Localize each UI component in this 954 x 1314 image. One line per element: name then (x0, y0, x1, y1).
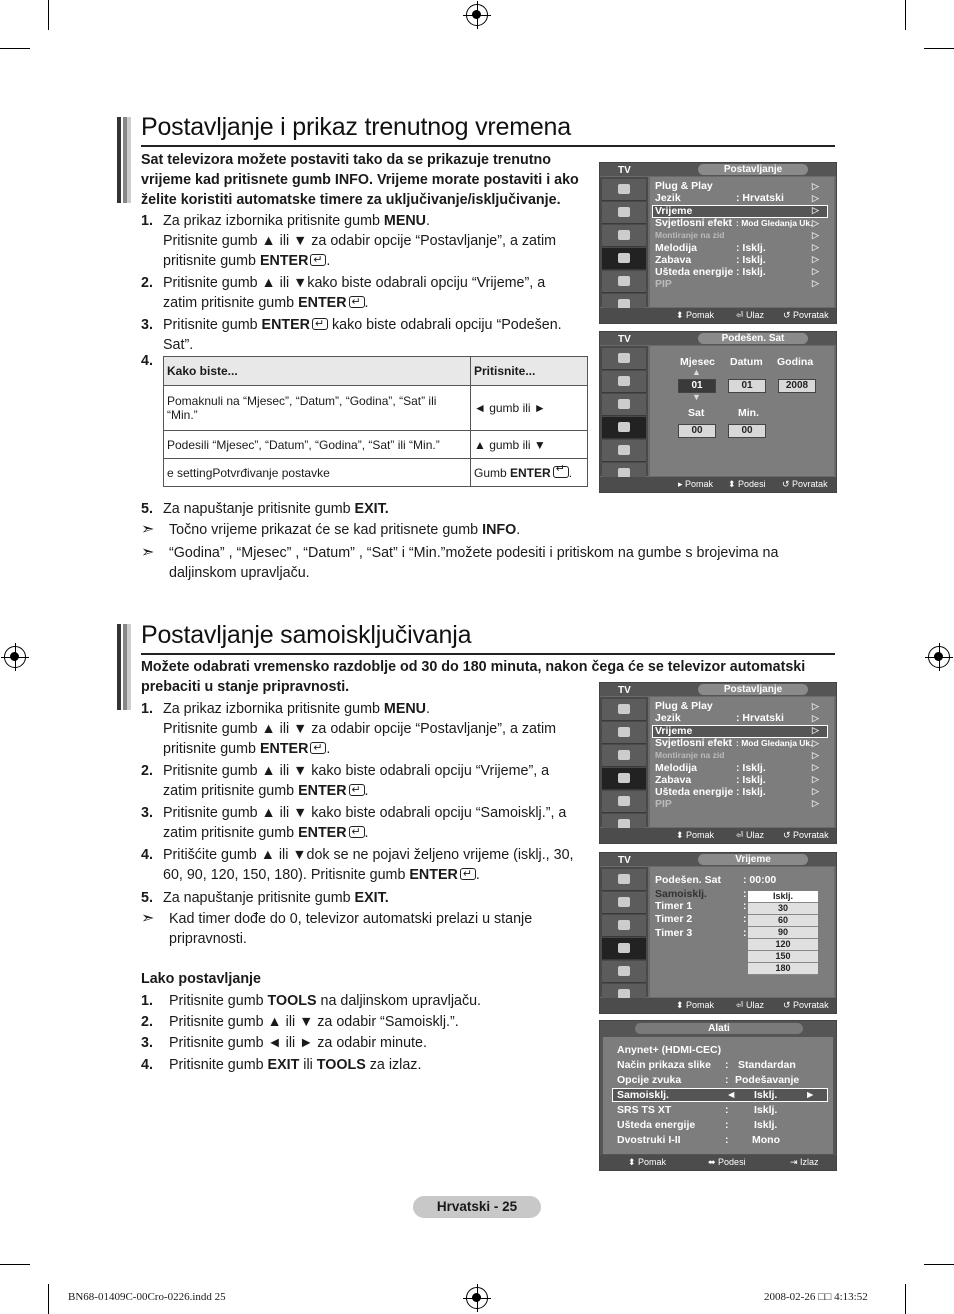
section-marker (117, 624, 131, 710)
step-5: 5. Za napuštanje pritisnite gumb EXIT. (141, 890, 389, 906)
note-arrow-icon: ➣ (141, 521, 155, 538)
step-2: 2. Pritisnite gumb ▲ ili ▼ kako biste odabrali opciju “Vrijeme”, a zatim pritisnite gumb ENTER↵ . (141, 761, 581, 803)
enter-icon (349, 296, 365, 308)
section-marker (117, 117, 131, 203)
crop-mark (924, 48, 954, 49)
note-arrow-icon: ➣ (141, 910, 155, 927)
easy-step-2: 2. Pritisnite gumb ▲ ili ▼ za odabir “Samoisklj.”. (141, 1014, 459, 1030)
step-3: 3. Pritisnite gumb ▲ ili ▼ kako biste odabrali opciju “Samoisklj.”, a zatim pritisnite gumb ENTER↵ . (141, 803, 591, 845)
easy-setting-title: Lako postavljanje (141, 971, 261, 987)
section-intro: Sat televizora možete postaviti tako da se prikazuje trenutno vrijeme kad pritisnete gumb INFO. Vrijeme morate postaviti i ako želite koristiti automatske timere za uključivanje/isključivanje. (141, 152, 579, 208)
sleep-timer-option[interactable]: 60 (748, 915, 818, 927)
table-header: Pritisnite... (471, 357, 588, 386)
picture-icon (602, 179, 646, 201)
osd-time-menu: TV Vrijeme Podešen. Sat : 00:00 Samoisklj. Timer 1 Timer 2 Timer 3 : : : : Isklj. 30 60 90 120 150 180 ⬍ Pomak ⏎ Ulaz ↺ Povratak (599, 852, 837, 1014)
crop-mark (905, 1284, 906, 1314)
crop-mark (924, 1264, 954, 1265)
note: ➣ Kad timer dođe do 0, televizor automatski prelazi u stanje pripravnosti. (141, 910, 533, 947)
enter-icon (349, 784, 365, 796)
setup-icon (602, 248, 646, 270)
step-3: 3. Pritisnite gumb ENTER↵ kako biste odabrali opciju “Podešen. Sat”. (141, 315, 591, 357)
registration-mark-icon (466, 4, 488, 26)
step-4: 4. (141, 353, 153, 369)
step-1: 1. Za prikaz izbornika pritisnite gumb MENU. Pritisnite gumb ▲ ili ▼ za odabir opcije “Postavljanje”, a zatim pritisnite gumb ENTER↵ . (141, 211, 581, 273)
registration-mark-icon (928, 646, 950, 668)
channel-icon (602, 745, 646, 767)
crop-mark (48, 1284, 49, 1314)
table-row: Podesili “Mjesec”, “Datum”, “Godina”, “Sat” ili “Min.” ▲ gumb ili ▼ (164, 431, 588, 459)
table-header: Kako biste... (164, 357, 471, 386)
step-2: 2. Pritisnite gumb ▲ ili ▼kako biste odabrali opciju “Vrijeme”, a zatim pritisnite gumb ENTER↵ . (141, 273, 581, 315)
page-number: Hrvatski - 25 (413, 1196, 541, 1218)
easy-step-3: 3. Pritisnite gumb ◄ ili ► za odabir minute. (141, 1035, 427, 1051)
section-title-clock: Postavljanje i prikaz trenutnog vremena (141, 113, 571, 141)
sleep-timer-option[interactable]: Isklj. (748, 891, 818, 903)
sleep-timer-option[interactable]: 150 (748, 951, 818, 963)
sound-icon (602, 892, 646, 914)
clock-settings-table (163, 356, 588, 487)
input-icon (602, 791, 646, 813)
enter-icon (553, 466, 569, 478)
registration-mark-icon (4, 646, 26, 668)
title-rule (141, 653, 835, 655)
note: ➣ Točno vrijeme prikazat će se kad pritisnete gumb INFO. (141, 521, 521, 538)
picture-icon (602, 869, 646, 891)
title-rule (141, 145, 835, 147)
footer-date: 2008-02-26 □□ 4:13:52 (764, 1291, 868, 1303)
input-icon (602, 961, 646, 983)
footer-file: BN68-01409C-00Cro-0226.indd 25 (68, 1291, 226, 1303)
input-icon (602, 440, 646, 462)
step-5: 5. Za napuštanje pritisnite gumb EXIT. (141, 501, 389, 517)
crop-mark (48, 0, 49, 30)
picture-icon (602, 699, 646, 721)
sleep-timer-option[interactable]: 30 (748, 903, 818, 915)
enter-icon (460, 868, 476, 880)
sleep-timer-option[interactable]: 90 (748, 927, 818, 939)
setup-icon (602, 417, 646, 439)
channel-icon (602, 225, 646, 247)
section-intro: Možete odabrati vremensko razdoblje od 30 do 180 minuta, nakon čega će se televizor automatski prebaciti u stanje pripravnosti. (141, 659, 806, 695)
picture-icon (602, 348, 646, 370)
note-arrow-icon: ➣ (141, 544, 155, 561)
crop-mark (905, 0, 906, 30)
sleep-timer-dropdown[interactable] (748, 891, 818, 975)
sound-icon (602, 202, 646, 224)
easy-step-1: 1. Pritisnite gumb TOOLS na daljinskom upravljaču. (141, 993, 482, 1009)
sleep-timer-option[interactable]: 120 (748, 939, 818, 951)
table-row: Pomaknuli na “Mjesec”, “Datum”, “Godina”, “Sat” ili “Min.” ◄ gumb ili ► (164, 386, 588, 431)
section-title-sleep-timer: Postavljanje samoisključivanja (141, 621, 472, 649)
channel-icon (602, 394, 646, 416)
crop-mark (0, 48, 30, 49)
step-4: 4. Pritišćite gumb ▲ ili ▼dok se ne pojavi željeno vrijeme (isklj., 30, 60, 90, 120, 150, 180). Pritisnite gumb ENTER↵ . (141, 845, 591, 887)
registration-mark-icon (466, 1287, 488, 1309)
channel-icon (602, 915, 646, 937)
table-row: e settingPotvrđivanje postavke Gumb ENTER↵ . (164, 459, 588, 487)
input-icon (602, 271, 646, 293)
step-1: 1. Za prikaz izbornika pritisnite gumb MENU. Pritisnite gumb ▲ ili ▼ za odabir opcije “Postavljanje”, a zatim pritisnite gumb ENTER↵ . (141, 699, 581, 761)
enter-icon (349, 826, 365, 838)
setup-icon (602, 768, 646, 790)
enter-icon (310, 742, 326, 754)
osd-setup-menu: TV Postavljanje Plug & Play Jezik : Hrvatski Vrijeme Svjetlosni efekt : Mod Gledanja Uk. Montiranje na zid Melodija : Isklj. Zabava : Isklj. Ušteda energije : Isklj. PIP ▷ ▷ ▷ ▷ ▷ ▷ ▷ ▷ ▷ ⬍ Pomak ⏎ Ulaz ↺ Povratak (599, 162, 837, 324)
sound-icon (602, 371, 646, 393)
easy-step-4: 4. Pritisnite gumb EXIT ili TOOLS za izlaz. (141, 1057, 422, 1073)
osd-setup-menu: TV Postavljanje Plug & Play Jezik : Hrvatski Vrijeme Svjetlosni efekt : Mod Gledanja Uk. Montiranje na zid Melodija : Isklj. Zabava : Isklj. Ušteda energije : Isklj. PIP ▷ ▷ ▷ ▷ ▷ ▷ ▷ ▷ ▷ ⬍ Pomak ⏎ Ulaz ↺ Povratak (599, 682, 837, 844)
setup-icon (602, 938, 646, 960)
enter-icon (310, 254, 326, 266)
note: ➣ “Godina” , “Mjesec” , “Datum” , “Sat” i “Min.”možete podesiti i pritiskom na gumbe s brojevima na daljinskom upravljaču. (141, 544, 779, 581)
sound-icon (602, 722, 646, 744)
osd-tools-menu: Alati Anynet+ (HDMI-CEC) Način prikaza slike : Standardan Opcije zvuka : Podešavanje Samoisklj. ◄ Isklj. ► SRS TS XT : Isklj. Ušteda energije : Isklj. Dvostruki I-II : Mono ⬍ Pomak ⬌ Podesi ⇥ Izlaz (599, 1020, 837, 1171)
osd-clock-set: TV Podešen. Sat Mjesec Datum Godina ▲ 01 ▼ 01 2008 Sat Min. 00 00 ▸ Pomak ⬍ Podesi ↺ Povratak (599, 331, 837, 493)
sleep-timer-option[interactable]: 180 (748, 963, 818, 975)
enter-icon (312, 318, 328, 330)
crop-mark (0, 1264, 30, 1265)
